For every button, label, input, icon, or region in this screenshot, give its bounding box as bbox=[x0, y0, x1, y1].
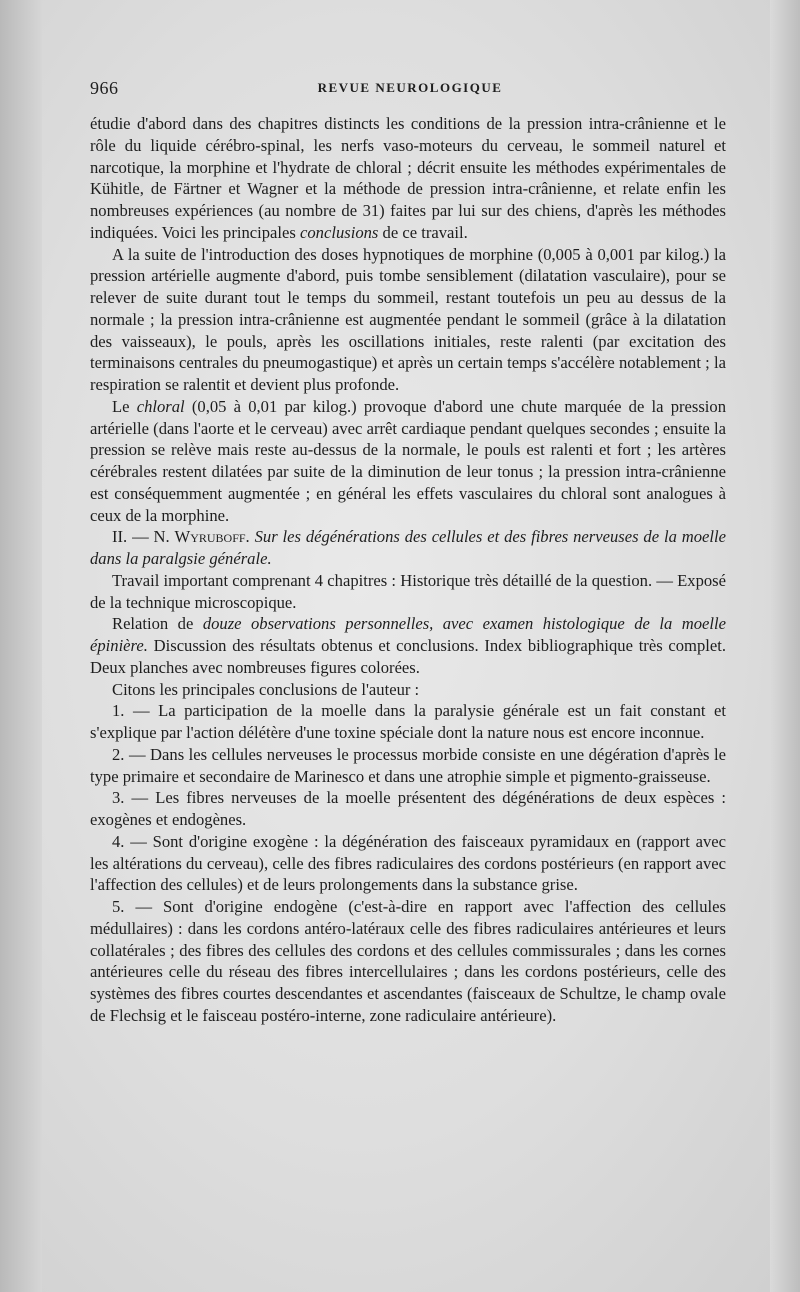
conclusion-2: 2. — Dans les cellules nerveuses le processus morbide consiste en une dégération d'après le type primaire et secondaire de Marinesco et dans une atrophie simple et pigmento-graisseuse. bbox=[90, 744, 726, 786]
page-number: 966 bbox=[90, 78, 119, 98]
paragraph-article-ii: II. — N. Wyruboff. Sur les dégénérations des cellules et des fibres nerveuses de la moelle dans la paralgsie générale. bbox=[90, 527, 726, 568]
author-name: Wyruboff. bbox=[174, 527, 250, 547]
article-body bbox=[90, 113, 726, 1027]
conclusion-3: 3. — Les fibres nerveuses de la moelle présentent des dégénérations de deux espèces : exogènes et endogènes. bbox=[90, 788, 726, 829]
running-head: REVUE NEUROLOGIQUE bbox=[317, 80, 503, 95]
conclusion-1: 1. — La participation de la moelle dans la paralysie générale est un fait constant et s'explique par l'action délétère d'une toxine spéciale dont la nature nous est encore inconnue. bbox=[90, 701, 726, 742]
page-header bbox=[90, 78, 730, 106]
conclusion-5: 5. — Sont d'origine endogène (c'est-à-dire en rapport avec l'affection des cellules médullaires) : dans les cordons antéro-latéraux celle des fibres radiculaires antérieures et leurs collatérales ; des fibres des cellules des cordons et des cellules commissurales ; dans les cornes antérieures celle du réseau des fibres intercellulaires ; dans les cordons postérieurs, celle des systèmes des fibres courtes descendantes et ascendantes (faisceaux de Schultze, le champ ovale de Flechsig et le faisceau postéro-interne, zone radiculaire antérieure). bbox=[90, 897, 726, 1025]
paragraph-chloral: Le chloral (0,05 à 0,01 par kilog.) provoque d'abord une chute marquée de la pression artérielle (dans l'aorte et le cerveau) avec arrêt cardiaque pendant quelques secondes ; ensuite la pression se relève mais reste au-dessus de la normale, le pouls est ralenti et fort ; les artères cérébrales restent dilatées par suite de la diminution de leur tonus ; la pression intra-crânienne est conséquemment augmentée ; en général les effets vasculaires du chloral sont analogues à ceux de la morphine. bbox=[90, 396, 726, 525]
article-title: Sur les dégénérations des cellules et des fibres nerveuses de la moelle dans la paralgsie générale. bbox=[90, 527, 726, 568]
page-left-shadow bbox=[0, 0, 42, 1292]
paragraph-morphine: A la suite de l'introduction des doses hypnotiques de morphine (0,005 à 0,001 par kilog.) la pression artérielle augmente d'abord, puis tombe sensiblement (dilatation vasculaire), pour se relever de suite durant tout le temps du sommeil, restant toutefois un peu au dessus de la normale ; la pression intra-crânienne est augmentée pendant le sommeil (grâce à la dilatation des vaisseaux), le pouls, après les oscillations initiales, reste ralenti (par excitation des terminaisons centrales du pneumogastique) et après un certain temps s'accélère notablement ; la respiration se ralentit et devient plus profonde. bbox=[90, 244, 726, 394]
paragraph-travail: Travail important comprenant 4 chapitres : Historique très détaillé de la question. — Exposé de la technique microscopique. bbox=[90, 570, 726, 612]
paragraph-citons: Citons les principales conclusions de l'auteur : bbox=[112, 679, 420, 699]
paragraph-1: étudie d'abord dans des chapitres distincts les conditions de la pression intra-crânienne et le rôle du liquide cérébro-spinal, les nerfs vaso-moteurs du cerveau, le sommeil naturel et narcotique, la morphine et l'hydrate de chloral ; décrit ensuite les méthodes expérimentales de Kühitle, de Färtner et Wagner et la méthode de pression intra-crânienne, et relate enfin les nombreuses expériences (au nombre de 31) faites par lui sur des chiens, d'après les méthodes indiquées. Voici les principales conclusions de ce travail. bbox=[90, 114, 726, 242]
paragraph-relation: Relation de douze observations personnelles, avec examen histologique de la moelle épinière. Discussion des résultats obtenus et conclusions. Index bibliographique très complet. Deux planches avec nombreuses figures colorées. bbox=[90, 614, 726, 677]
conclusion-4: 4. — Sont d'origine exogène : la dégénération des faisceaux pyramidaux en (rapport avec les altérations du cerveau), celle des fibres radiculaires des cordons postérieurs (en rapport avec l'affection des cellules) et de leurs prolongements dans la substance grise. bbox=[90, 831, 726, 895]
page-right-shadow bbox=[770, 0, 800, 1292]
